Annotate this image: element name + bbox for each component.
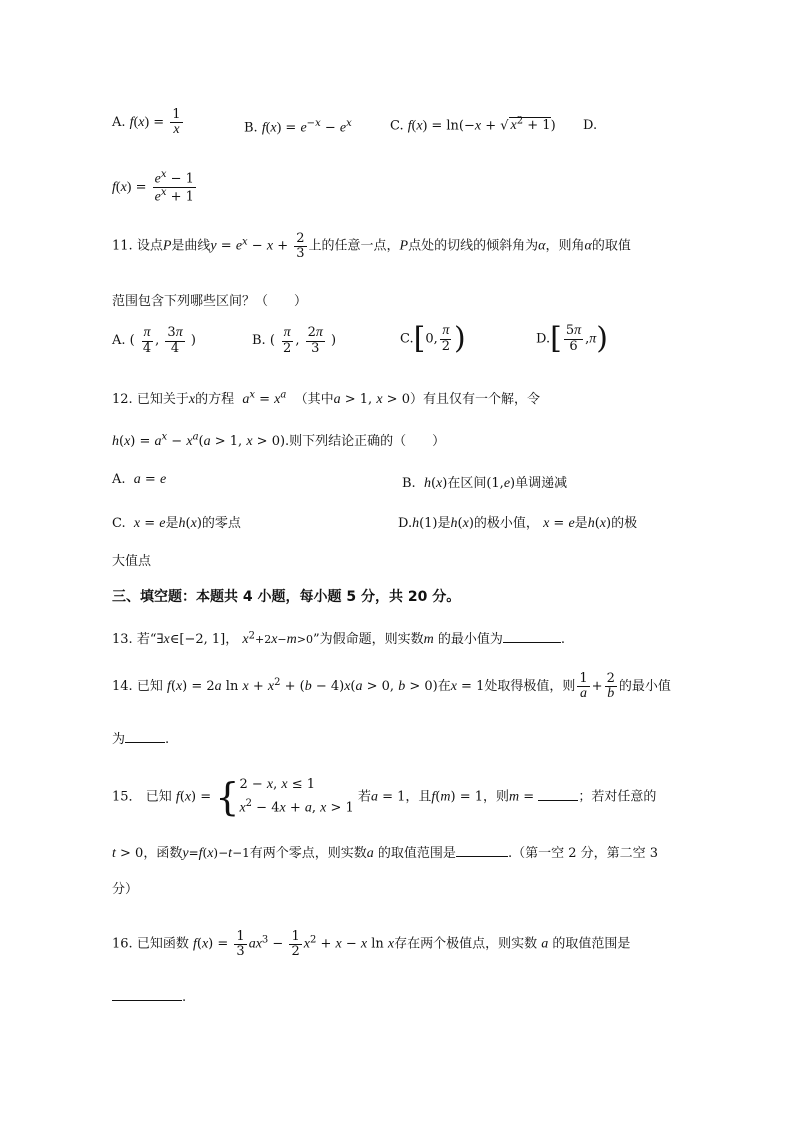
q12-option-d-line2: 大值点 — [112, 554, 152, 569]
q15-stem: 15． 已知 f(x) = { 2 − x, x ≤ 1 $x^2 - 4x + a$, x > 1 若a = 1，且f(m) = 1，则m = ；若对任意的 — [112, 775, 657, 820]
q16-answer-blank[interactable] — [112, 988, 182, 1001]
q10-option-d-formula: f(x) = $\frac{e^x - 1}{e^x + 1}$ — [112, 169, 194, 205]
q10-option-c: C. f(x) = ln(−x + √ $x^2 + 1$) — [390, 116, 556, 134]
q12-stem-line2: $h(x) = a^x - x^a(a > 1$, x > 0).则下列结论正确的（ ） — [112, 431, 446, 449]
q14-answer-blank[interactable] — [125, 730, 165, 743]
q15-stem-line2: t > 0，函数y=f(x)−t−1有两个零点，则实数a 的取值范围是 .（第一空 2 分，第二空 3 — [112, 846, 659, 861]
q10-option-b: B. $f(x) = e^{-x} - e^x$ — [244, 118, 352, 136]
q10-option-d: D. — [583, 118, 598, 133]
q16-stem-line2: . — [112, 988, 186, 1005]
q12-stem: 12. 已知关于x的方程 $a^x = x^a$ （其中a > 1, x > 0）有且仅有一个解，令 — [112, 389, 540, 407]
section-heading: 三、填空题：本题共 4 小题，每小题 5 分，共 20 分。 — [112, 589, 461, 605]
q15-answer-blank-2[interactable] — [456, 844, 508, 857]
q12-option-c: C. x = e是h(x)的零点 — [112, 516, 241, 531]
q14-stem-line2: 为 . — [112, 732, 170, 747]
q12-option-d: D.h(1)是h(x)的极小值， x = e是h(x)的极 — [398, 516, 638, 531]
q10-option-a: A. f(x) = $\frac{1}{x}$ — [112, 107, 181, 137]
q11-stem-line2: 范围包含下列哪些区间？（ ） — [112, 294, 308, 309]
q13-stem: 13. 若“∃x∈[−2, 1]， x2+2x−m>0”为假命题，则实数m 的最小值为 . — [112, 630, 566, 647]
q13-answer-blank[interactable] — [503, 630, 561, 643]
q16-stem: 16. 已知函数 f(x) = $\frac{1}{3}$ $ax^3$ − $\frac{1}{2}$ $x^2 + x - x$ ln x存在两个极值点，则实数 a 的取值范围是 — [112, 929, 631, 959]
q12-option-b: B. h(x)在区间(1,e)单调递减 — [402, 476, 568, 491]
q11-option-a: A. ( $\frac{\pi}{4}$ , $\frac{3\pi}{4}$ ) — [112, 325, 196, 356]
q12-option-a: A. a = e — [112, 472, 167, 487]
q15-answer-blank-1[interactable] — [538, 788, 578, 801]
q14-stem: 14. 已知 f(x) = 2a $\ln x + x^2 + (b - 4)x(a > 0$, b > 0)在x = 1处取得极值，则 $\frac{1}{a}$ + $\frac{2}{b}$ 的最小值 — [112, 671, 671, 701]
q11-option-c: C.[0, $\frac{\pi}{2}$ ) — [400, 321, 466, 356]
q11-option-d: D.[ $\frac{5\pi}{6}$ ,π) — [536, 321, 608, 356]
q15-stem-line3: 分） — [112, 882, 139, 897]
q11-stem: 11. 设点P是曲线$y = e^x - x$ + $\frac{2}{3}$ 上的任意一点，P点处的切线的倾斜角为α，则角α的取值 — [112, 231, 631, 261]
q11-option-b: B. ( $\frac{\pi}{2}$ , $\frac{2\pi}{3}$ ) — [252, 325, 337, 356]
